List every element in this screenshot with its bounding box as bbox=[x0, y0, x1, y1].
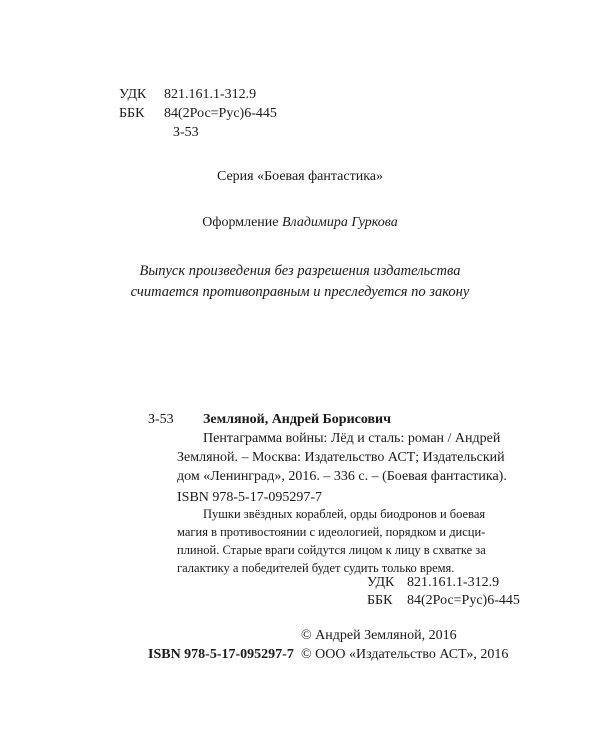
bottom-udk-label: УДК bbox=[367, 575, 395, 590]
top-author-mark: З-53 bbox=[173, 125, 199, 140]
copyright-publisher: © ООО «Издательство АСТ», 2016 bbox=[301, 647, 509, 662]
footer-isbn: ISBN 978-5-17-095297-7 bbox=[148, 647, 294, 662]
top-bbk-label: ББК bbox=[119, 106, 145, 121]
annotation-line-3: плиной. Старые враги сойдутся лицом к лицу в схватке за bbox=[177, 543, 486, 557]
annotation-line-2: магия в противостоянии с идеологией, порядком и дисци- bbox=[177, 525, 486, 539]
annotation-line-1: Пушки звёздных кораблей, орды биодронов и боевая bbox=[203, 507, 486, 521]
copyright-warning bbox=[0, 261, 600, 303]
warning-line-1: Выпуск произведения без разрешения издательства bbox=[139, 263, 461, 279]
bottom-udk-value: 821.161.1-312.9 bbox=[407, 575, 500, 590]
design-name: Владимира Гуркова bbox=[282, 215, 398, 230]
biblio-isbn: ISBN 978-5-17-095297-7 bbox=[177, 490, 323, 505]
series-line: Серия «Боевая фантастика» bbox=[216, 169, 384, 184]
biblio-line-3: дом «Ленинград», 2016. – 336 с. – (Боевая фантастика). bbox=[177, 469, 507, 484]
biblio-line-1: Пентаграмма войны: Лёд и сталь: роман / Андрей bbox=[203, 431, 501, 446]
warning-line-2: считается противоправным и преследуется по закону bbox=[130, 284, 470, 300]
biblio-line-2: Земляной. – Москва: Издательство АСТ; Издательский bbox=[177, 450, 505, 465]
top-udk-value: 821.161.1-312.9 bbox=[164, 87, 257, 102]
bottom-bbk-value: 84(2Рос=Рус)6-445 bbox=[407, 593, 520, 608]
bottom-udk-line bbox=[367, 573, 500, 592]
biblio-author: Земляной, Андрей Борисович bbox=[203, 412, 392, 427]
top-udk-line bbox=[119, 85, 257, 104]
top-bbk-value: 84(2Рос=Рус)6-445 bbox=[164, 106, 277, 121]
design-credit bbox=[0, 215, 600, 231]
biblio-mark: З-53 bbox=[148, 412, 174, 427]
bottom-bbk-label: ББК bbox=[367, 593, 393, 608]
top-bbk-line bbox=[119, 104, 277, 123]
top-udk-label: УДК bbox=[119, 87, 147, 102]
design-prefix: Оформление bbox=[202, 215, 282, 230]
bottom-bbk-line bbox=[367, 591, 520, 610]
copyright-author: © Андрей Земляной, 2016 bbox=[301, 628, 457, 643]
annotation-line-4: галактику а победителей будет судить только время. bbox=[177, 561, 455, 575]
